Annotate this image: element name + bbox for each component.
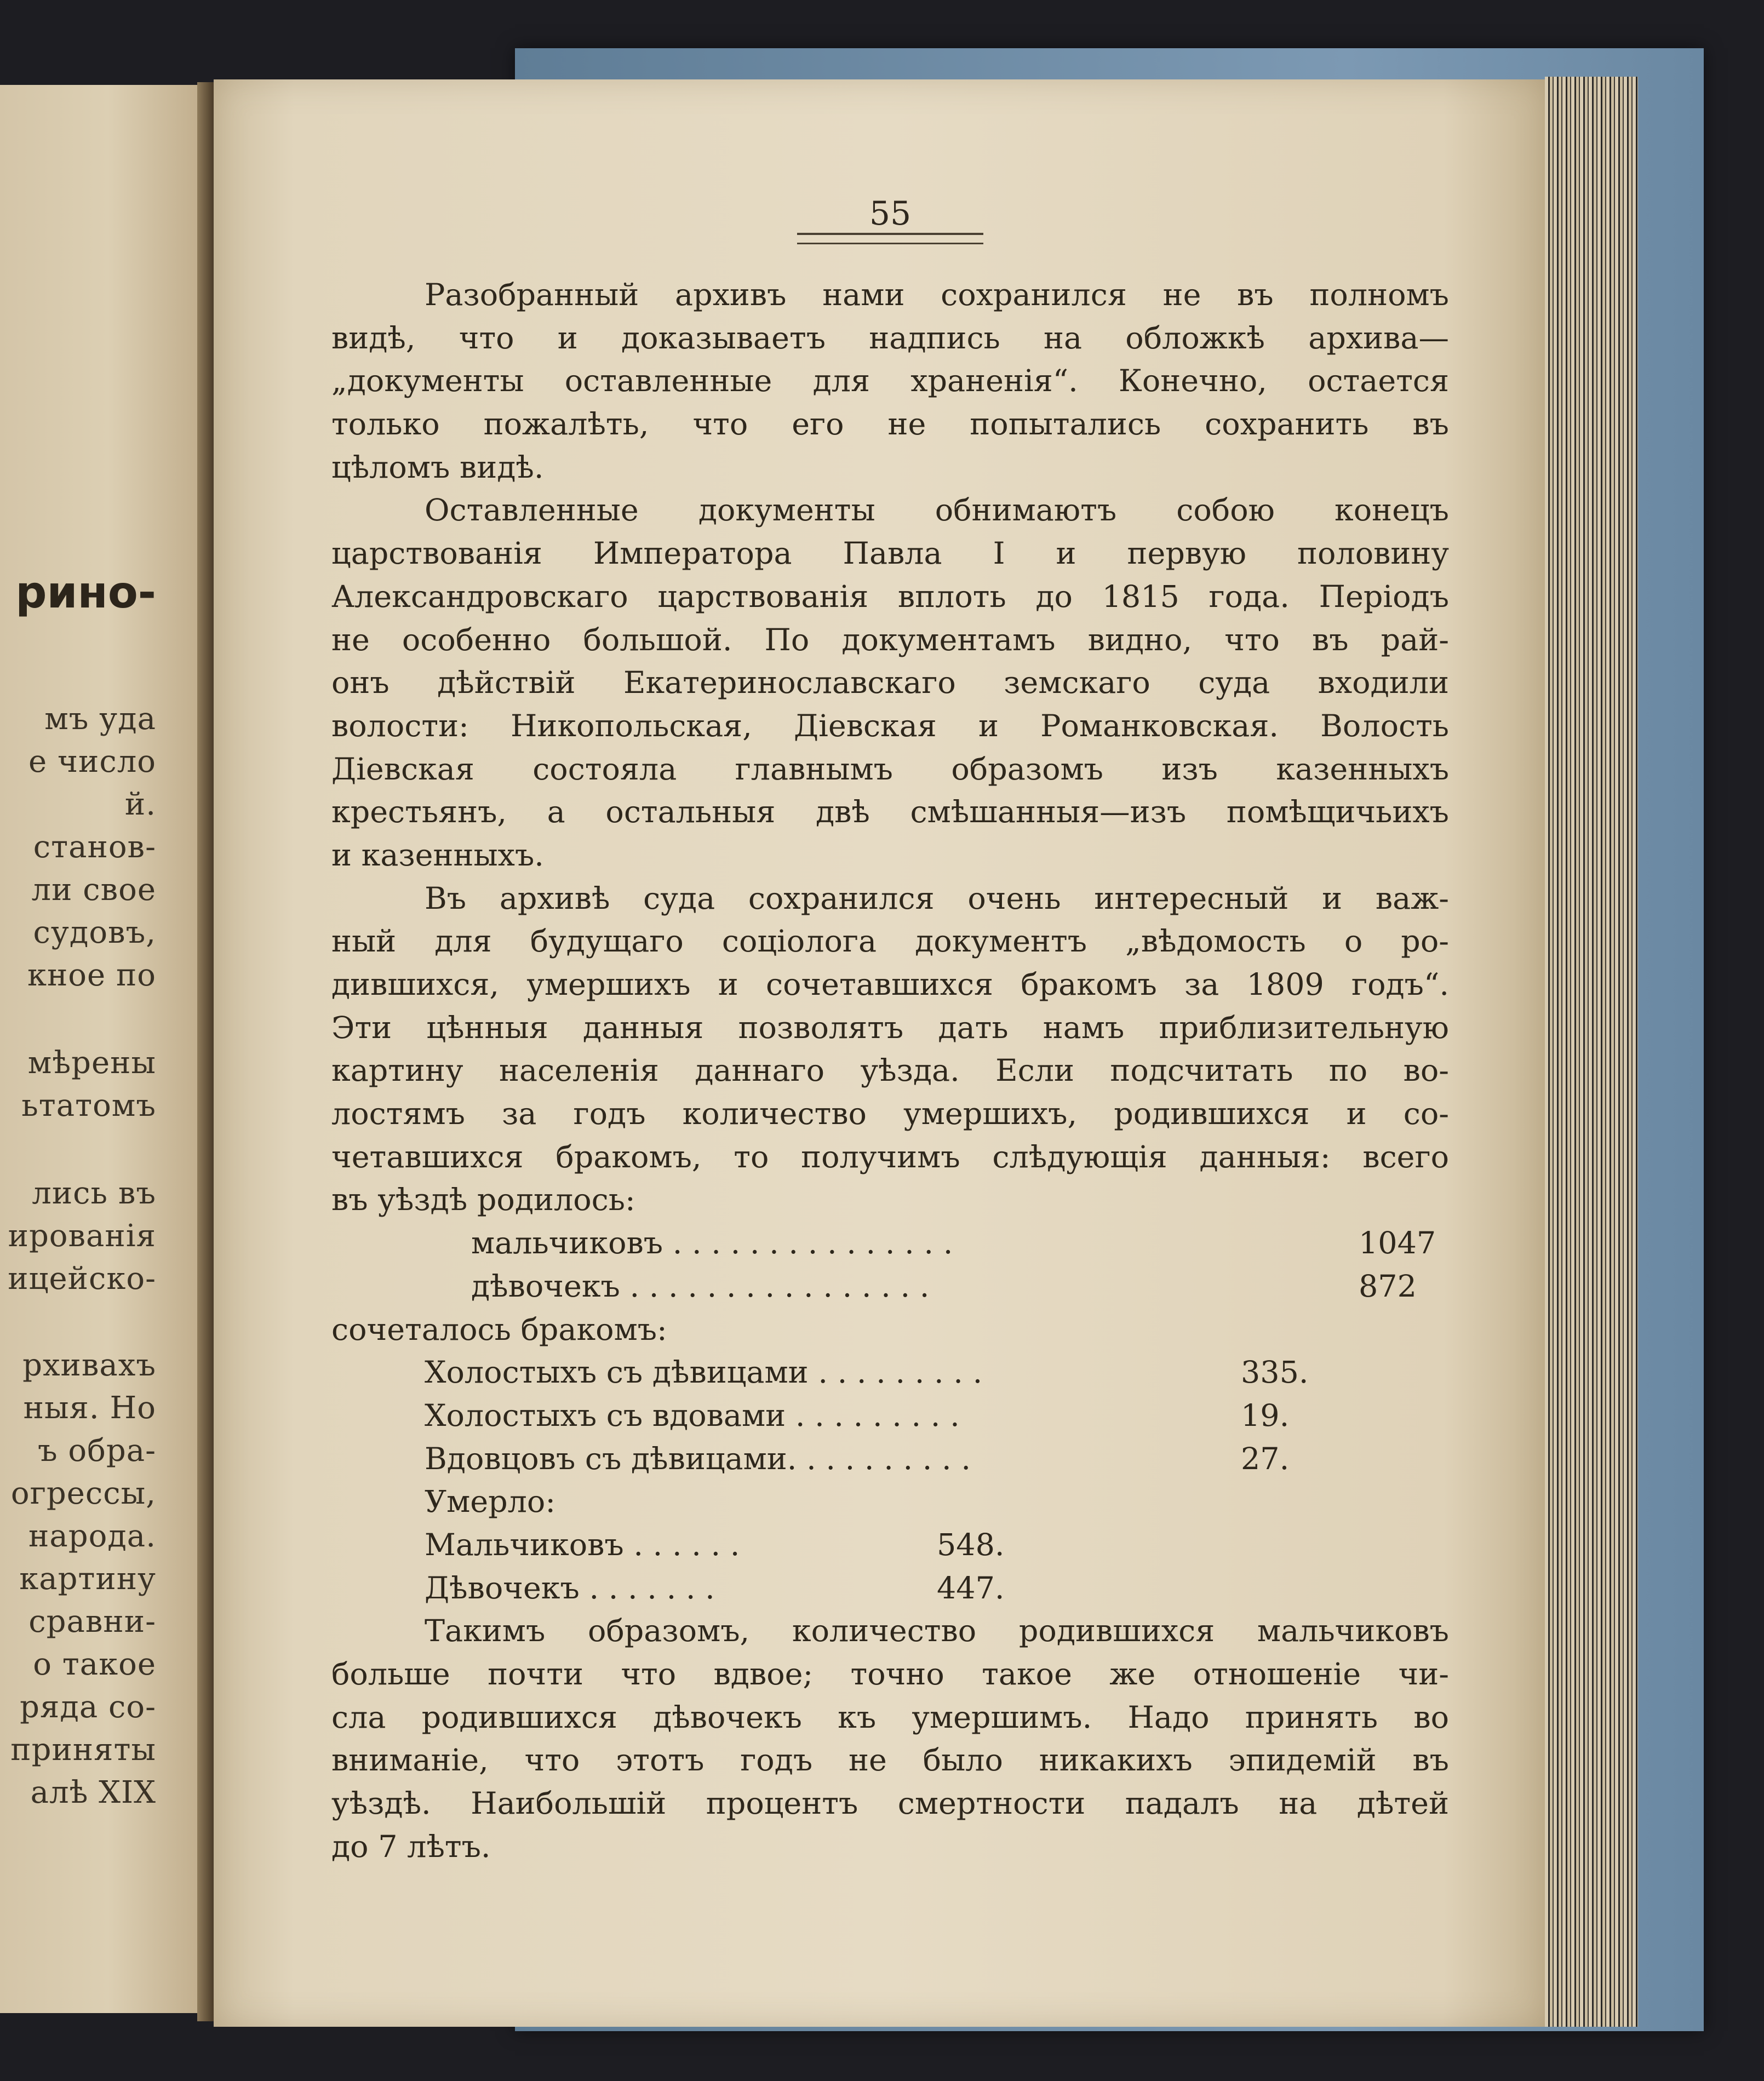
marriage-label: Холостыхъ съ вдовами . . . . . . . . . bbox=[425, 1397, 960, 1434]
text-line: „документы оставленные для храненія“. Конечно, остается bbox=[331, 363, 1449, 399]
text-line: Эти цѣнныя данныя позволятъ дать намъ приблизительную bbox=[331, 1010, 1449, 1046]
left-page-line-fragment: мъ уда bbox=[44, 701, 156, 737]
text-line: не особенно большой. По документамъ видно, что въ рай- bbox=[331, 622, 1449, 658]
text-line: Въ архивѣ суда сохранился очень интересный и важ- bbox=[425, 880, 1449, 916]
text-line: и казенныхъ. bbox=[331, 837, 544, 873]
marriage-value: 335. bbox=[1241, 1355, 1309, 1391]
left-page-line-fragment: ъ обра- bbox=[37, 1433, 156, 1469]
text-line: картину населенія даннаго уѣзда. Если подсчитать по во- bbox=[331, 1053, 1449, 1089]
page-edges bbox=[1545, 77, 1638, 2027]
text-line: четавшихся бракомъ, то получимъ слѣдующія данныя: всего bbox=[331, 1139, 1449, 1175]
left-page-line-fragment: алѣ XIX bbox=[30, 1775, 156, 1810]
left-page-line-fragment: ицейско- bbox=[8, 1261, 156, 1297]
text-line: Діевская состояла главнымъ образомъ изъ казенныхъ bbox=[331, 751, 1449, 787]
marriage-label: Холостыхъ съ дѣвицами . . . . . . . . . bbox=[425, 1355, 983, 1391]
marriage-value: 19. bbox=[1241, 1397, 1290, 1434]
marriage-heading: сочеталось бракомъ: bbox=[331, 1311, 667, 1348]
marriage-value: 27. bbox=[1241, 1441, 1290, 1477]
text-line: цѣломъ видѣ. bbox=[331, 449, 544, 485]
text-line: больше почти что вдвое; точно такое же отношеніе чи- bbox=[331, 1656, 1449, 1692]
text-line: Разобранный архивъ нами сохранился не въ полномъ bbox=[425, 277, 1449, 313]
left-page-line-fragment: ированія bbox=[8, 1218, 156, 1254]
left-page-line-fragment: рхивахъ bbox=[22, 1348, 156, 1383]
text-line: крестьянъ, а остальныя двѣ смѣшанныя—изъ помѣщичьихъ bbox=[331, 794, 1449, 830]
text-line: сла родившихся дѣвочекъ къ умершимъ. Надо принять во bbox=[331, 1699, 1449, 1735]
text-line: волости: Никопольская, Діевская и Романковская. Волость bbox=[331, 708, 1449, 744]
left-page-line-fragment: мѣрены bbox=[27, 1045, 156, 1081]
page-body bbox=[331, 274, 1449, 1868]
births-label: мальчиковъ . . . . . . . . . . . . . . . bbox=[471, 1225, 953, 1262]
text-line: ный для будущаго соціолога документъ „вѣдомость о ро- bbox=[331, 924, 1449, 960]
left-page-line-fragment: лись въ bbox=[32, 1176, 156, 1211]
death-label: Мальчиковъ . . . . . . bbox=[425, 1527, 740, 1563]
text-line: Оставленные документы обнимаютъ собою конецъ bbox=[425, 492, 1449, 529]
text-line: онъ дѣйствій Екатеринославскаго земскаго суда входили bbox=[331, 665, 1449, 701]
text-line: Александровскаго царствованія вплоть до 1815 года. Періодъ bbox=[331, 578, 1449, 615]
text-line: только пожалѣть, что его не попытались сохранить въ bbox=[331, 406, 1449, 443]
page-number: 55 bbox=[869, 194, 912, 233]
left-page-line-fragment: приняты bbox=[10, 1732, 156, 1768]
left-page-line-fragment: картину bbox=[19, 1561, 156, 1597]
left-page-line-fragment: судовъ, bbox=[33, 915, 156, 950]
births-row bbox=[331, 1222, 1449, 1265]
text-line: видѣ, что и доказываетъ надпись на обложкѣ архива— bbox=[331, 320, 1449, 356]
births-label: дѣвочекъ . . . . . . . . . . . . . . . . bbox=[471, 1268, 930, 1304]
left-page-line-fragment: огрессы, bbox=[10, 1476, 156, 1511]
marriage-row bbox=[331, 1395, 1449, 1438]
left-page-line-fragment: народа. bbox=[28, 1518, 156, 1554]
left-page-line-fragment: кное по bbox=[27, 958, 156, 993]
left-page-heading-fragment: рино- bbox=[15, 567, 156, 618]
text-line: до 7 лѣтъ. bbox=[331, 1828, 491, 1865]
left-page bbox=[0, 85, 216, 2013]
death-value: 548. bbox=[937, 1527, 1005, 1563]
left-page-line-fragment: ьтатомъ bbox=[21, 1088, 156, 1123]
left-page-line-fragment: о такое bbox=[33, 1647, 156, 1682]
death-heading: Умерло: bbox=[425, 1484, 556, 1520]
births-row bbox=[331, 1265, 1449, 1309]
marriage-label: Вдовцовъ съ дѣвицами. . . . . . . . . . bbox=[425, 1441, 971, 1477]
births-value: 872 bbox=[1359, 1268, 1417, 1304]
left-page-line-fragment: станов- bbox=[33, 829, 156, 865]
left-page-line-fragment: ныя. Но bbox=[23, 1390, 156, 1426]
left-page-line-fragment: ряда со- bbox=[20, 1689, 156, 1725]
page-number-rule bbox=[797, 233, 983, 244]
left-page-line-fragment: й. bbox=[124, 787, 156, 822]
births-value: 1047 bbox=[1359, 1225, 1436, 1262]
marriage-row bbox=[331, 1351, 1449, 1395]
death-row bbox=[331, 1524, 1449, 1567]
death-value: 447. bbox=[937, 1570, 1005, 1606]
text-line: уѣздѣ. Наибольшій процентъ смертности падалъ на дѣтей bbox=[331, 1786, 1449, 1822]
text-line: вниманіе, что этотъ годъ не было никакихъ эпидемій въ bbox=[331, 1742, 1449, 1779]
marriage-row bbox=[331, 1438, 1449, 1481]
text-line: царствованія Императора Павла I и первую половину bbox=[331, 536, 1449, 572]
text-line: въ уѣздѣ родилось: bbox=[331, 1182, 635, 1218]
death-row bbox=[331, 1567, 1449, 1610]
text-line: Такимъ образомъ, количество родившихся мальчиковъ bbox=[425, 1613, 1449, 1649]
left-page-line-fragment: ли свое bbox=[31, 872, 156, 908]
text-line: лостямъ за годъ количество умершихъ, родившихся и со- bbox=[331, 1096, 1449, 1132]
left-page-line-fragment: сравни- bbox=[28, 1604, 156, 1639]
text-line: дившихся, умершихъ и сочетавшихся бракомъ за 1809 годъ“. bbox=[331, 967, 1449, 1002]
death-label: Дѣвочекъ . . . . . . . bbox=[425, 1570, 715, 1606]
left-page-line-fragment: е число bbox=[28, 744, 156, 779]
